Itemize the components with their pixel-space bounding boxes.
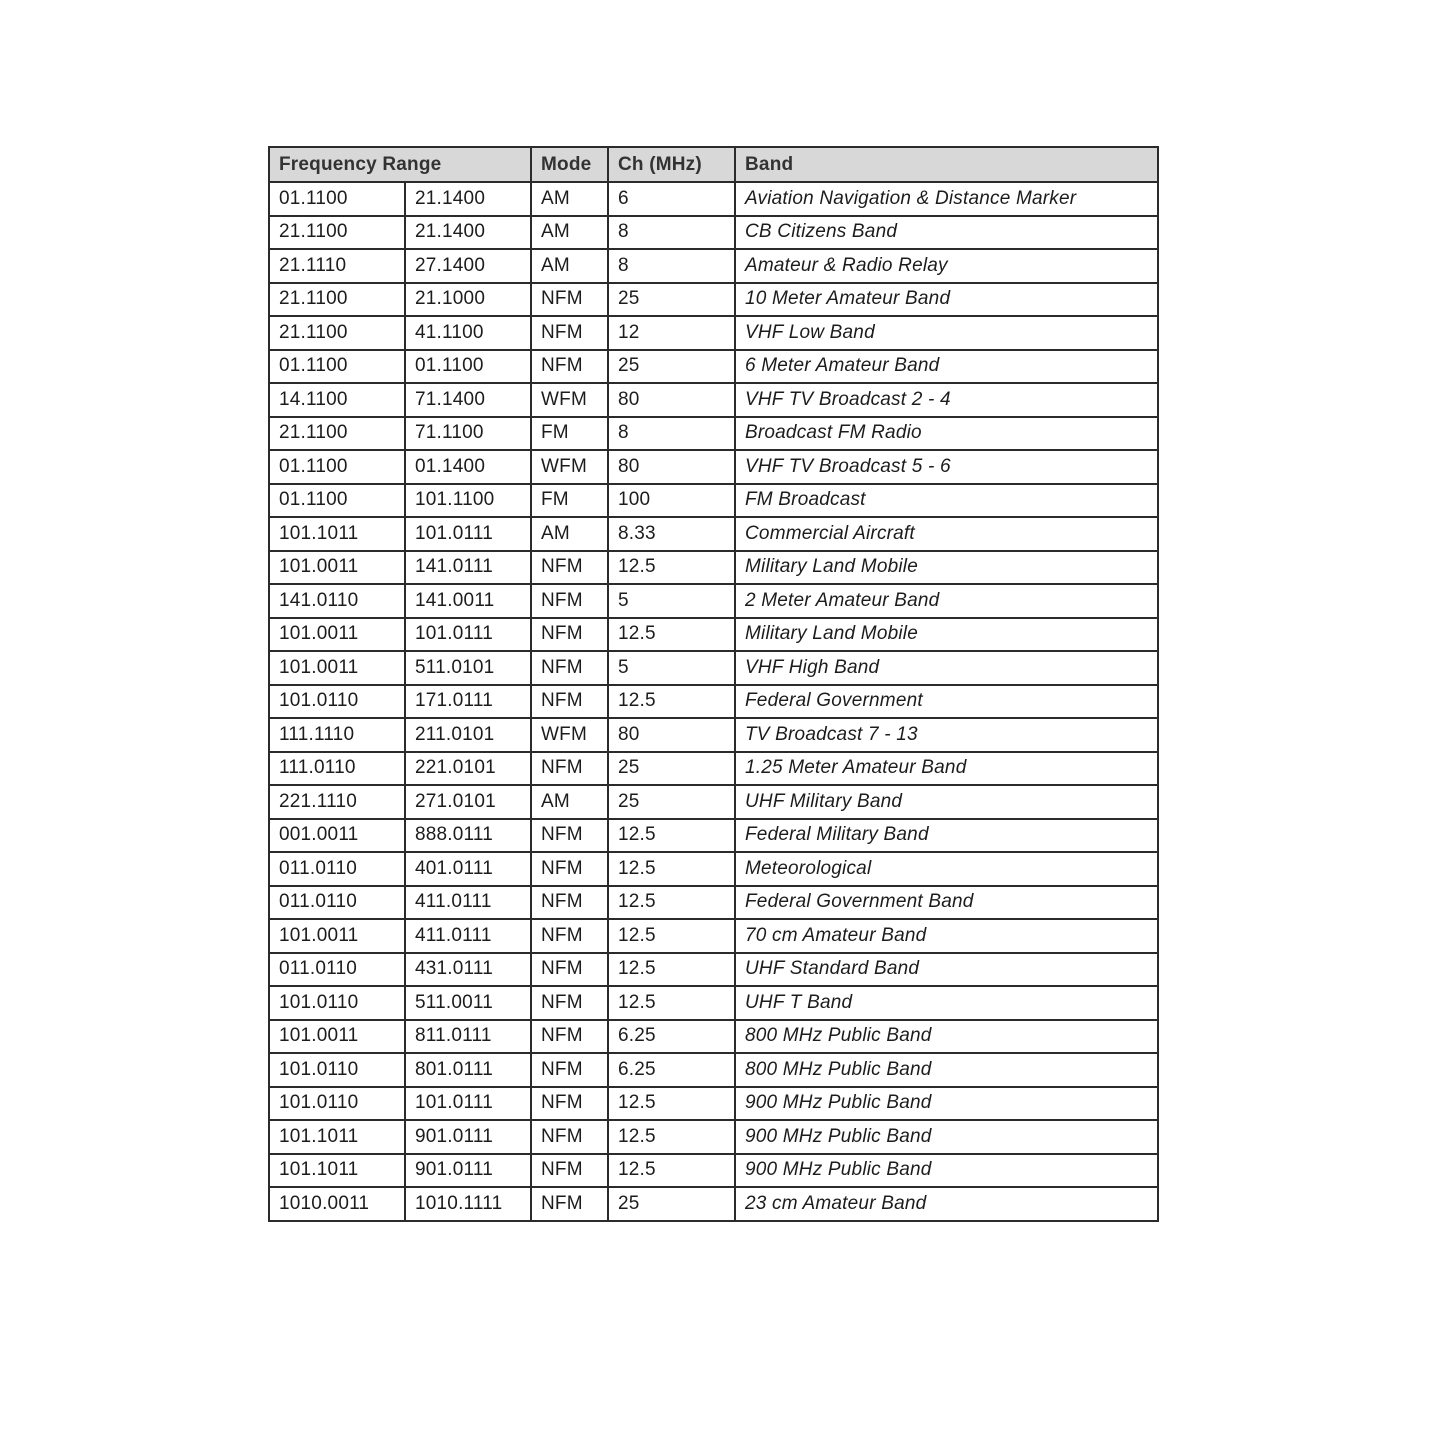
table-row bbox=[269, 685, 1158, 719]
cell-mode: NFM bbox=[531, 1020, 608, 1054]
cell-mode: WFM bbox=[531, 450, 608, 484]
cell-start-frequency: 101.1011 bbox=[269, 517, 405, 551]
cell-start-frequency: 21.1100 bbox=[269, 316, 405, 350]
cell-channel-step: 25 bbox=[608, 1187, 735, 1221]
table-row bbox=[269, 1020, 1158, 1054]
table-row bbox=[269, 1087, 1158, 1121]
cell-band: 1.25 Meter Amateur Band bbox=[735, 752, 1158, 786]
cell-start-frequency: 011.0110 bbox=[269, 852, 405, 886]
cell-mode: WFM bbox=[531, 718, 608, 752]
cell-start-frequency: 21.1100 bbox=[269, 283, 405, 317]
cell-band: Commercial Aircraft bbox=[735, 517, 1158, 551]
cell-channel-step: 8 bbox=[608, 417, 735, 451]
cell-end-frequency: 01.1100 bbox=[405, 350, 531, 384]
cell-band: Aviation Navigation & Distance Marker bbox=[735, 182, 1158, 216]
table-body bbox=[269, 182, 1158, 1221]
table-row bbox=[269, 953, 1158, 987]
cell-mode: NFM bbox=[531, 618, 608, 652]
cell-end-frequency: 141.0111 bbox=[405, 551, 531, 585]
cell-channel-step: 100 bbox=[608, 484, 735, 518]
cell-band: Military Land Mobile bbox=[735, 618, 1158, 652]
table-row bbox=[269, 852, 1158, 886]
cell-channel-step: 6.25 bbox=[608, 1020, 735, 1054]
cell-band: VHF High Band bbox=[735, 651, 1158, 685]
table-row bbox=[269, 316, 1158, 350]
table-row bbox=[269, 886, 1158, 920]
cell-end-frequency: 511.0011 bbox=[405, 986, 531, 1020]
cell-start-frequency: 101.0011 bbox=[269, 651, 405, 685]
header-frequency-range: Frequency Range bbox=[269, 147, 531, 182]
cell-end-frequency: 1010.1111 bbox=[405, 1187, 531, 1221]
cell-mode: AM bbox=[531, 182, 608, 216]
cell-end-frequency: 811.0111 bbox=[405, 1020, 531, 1054]
cell-channel-step: 8.33 bbox=[608, 517, 735, 551]
table-row bbox=[269, 350, 1158, 384]
cell-start-frequency: 221.1110 bbox=[269, 785, 405, 819]
cell-channel-step: 6.25 bbox=[608, 1053, 735, 1087]
table-row bbox=[269, 249, 1158, 283]
cell-start-frequency: 101.0011 bbox=[269, 1020, 405, 1054]
cell-mode: NFM bbox=[531, 316, 608, 350]
cell-band: Meteorological bbox=[735, 852, 1158, 886]
cell-end-frequency: 401.0111 bbox=[405, 852, 531, 886]
cell-end-frequency: 411.0111 bbox=[405, 886, 531, 920]
cell-end-frequency: 101.0111 bbox=[405, 1087, 531, 1121]
cell-end-frequency: 101.1100 bbox=[405, 484, 531, 518]
cell-end-frequency: 901.0111 bbox=[405, 1120, 531, 1154]
cell-channel-step: 8 bbox=[608, 216, 735, 250]
cell-end-frequency: 41.1100 bbox=[405, 316, 531, 350]
cell-band: 800 MHz Public Band bbox=[735, 1053, 1158, 1087]
header-mode: Mode bbox=[531, 147, 608, 182]
cell-start-frequency: 101.1011 bbox=[269, 1154, 405, 1188]
cell-end-frequency: 411.0111 bbox=[405, 919, 531, 953]
cell-start-frequency: 141.0110 bbox=[269, 584, 405, 618]
cell-band: 10 Meter Amateur Band bbox=[735, 283, 1158, 317]
cell-start-frequency: 21.1110 bbox=[269, 249, 405, 283]
cell-channel-step: 12.5 bbox=[608, 986, 735, 1020]
cell-end-frequency: 71.1400 bbox=[405, 383, 531, 417]
cell-band: 900 MHz Public Band bbox=[735, 1087, 1158, 1121]
cell-band: UHF T Band bbox=[735, 986, 1158, 1020]
table-row bbox=[269, 216, 1158, 250]
cell-band: Federal Government Band bbox=[735, 886, 1158, 920]
table-row bbox=[269, 752, 1158, 786]
table-row bbox=[269, 1120, 1158, 1154]
cell-channel-step: 12.5 bbox=[608, 953, 735, 987]
table-row bbox=[269, 417, 1158, 451]
cell-band: 800 MHz Public Band bbox=[735, 1020, 1158, 1054]
cell-start-frequency: 101.0110 bbox=[269, 986, 405, 1020]
cell-channel-step: 25 bbox=[608, 350, 735, 384]
cell-mode: NFM bbox=[531, 1187, 608, 1221]
cell-start-frequency: 01.1100 bbox=[269, 350, 405, 384]
cell-band: FM Broadcast bbox=[735, 484, 1158, 518]
cell-channel-step: 80 bbox=[608, 383, 735, 417]
cell-channel-step: 25 bbox=[608, 283, 735, 317]
cell-channel-step: 12.5 bbox=[608, 852, 735, 886]
cell-channel-step: 5 bbox=[608, 651, 735, 685]
cell-band: Federal Government bbox=[735, 685, 1158, 719]
cell-band: 900 MHz Public Band bbox=[735, 1120, 1158, 1154]
cell-mode: NFM bbox=[531, 819, 608, 853]
cell-channel-step: 12 bbox=[608, 316, 735, 350]
cell-start-frequency: 21.1100 bbox=[269, 216, 405, 250]
cell-channel-step: 25 bbox=[608, 752, 735, 786]
table-row bbox=[269, 919, 1158, 953]
table-row bbox=[269, 517, 1158, 551]
cell-channel-step: 12.5 bbox=[608, 1154, 735, 1188]
frequency-table bbox=[268, 146, 1159, 1222]
table-row bbox=[269, 785, 1158, 819]
cell-end-frequency: 221.0101 bbox=[405, 752, 531, 786]
cell-channel-step: 8 bbox=[608, 249, 735, 283]
cell-start-frequency: 01.1100 bbox=[269, 484, 405, 518]
cell-channel-step: 12.5 bbox=[608, 1120, 735, 1154]
cell-mode: NFM bbox=[531, 584, 608, 618]
table-row bbox=[269, 450, 1158, 484]
table-row bbox=[269, 283, 1158, 317]
cell-band: VHF TV Broadcast 2 - 4 bbox=[735, 383, 1158, 417]
table-row bbox=[269, 1053, 1158, 1087]
table-row bbox=[269, 484, 1158, 518]
cell-start-frequency: 21.1100 bbox=[269, 417, 405, 451]
cell-end-frequency: 101.0111 bbox=[405, 517, 531, 551]
table-row bbox=[269, 1187, 1158, 1221]
cell-start-frequency: 111.0110 bbox=[269, 752, 405, 786]
table-row bbox=[269, 718, 1158, 752]
cell-band: UHF Military Band bbox=[735, 785, 1158, 819]
cell-band: TV Broadcast 7 - 13 bbox=[735, 718, 1158, 752]
table-row bbox=[269, 651, 1158, 685]
cell-band: Broadcast FM Radio bbox=[735, 417, 1158, 451]
cell-mode: FM bbox=[531, 484, 608, 518]
cell-band: CB Citizens Band bbox=[735, 216, 1158, 250]
cell-end-frequency: 171.0111 bbox=[405, 685, 531, 719]
cell-mode: AM bbox=[531, 517, 608, 551]
cell-start-frequency: 1010.0011 bbox=[269, 1187, 405, 1221]
cell-start-frequency: 101.0110 bbox=[269, 685, 405, 719]
table-row bbox=[269, 986, 1158, 1020]
cell-channel-step: 12.5 bbox=[608, 1087, 735, 1121]
cell-channel-step: 12.5 bbox=[608, 819, 735, 853]
table-row bbox=[269, 618, 1158, 652]
cell-channel-step: 25 bbox=[608, 785, 735, 819]
cell-start-frequency: 01.1100 bbox=[269, 182, 405, 216]
table-row bbox=[269, 819, 1158, 853]
cell-end-frequency: 21.1000 bbox=[405, 283, 531, 317]
cell-band: Military Land Mobile bbox=[735, 551, 1158, 585]
cell-start-frequency: 01.1100 bbox=[269, 450, 405, 484]
table-row bbox=[269, 551, 1158, 585]
cell-end-frequency: 211.0101 bbox=[405, 718, 531, 752]
cell-end-frequency: 21.1400 bbox=[405, 182, 531, 216]
header-channel-step: Ch (MHz) bbox=[608, 147, 735, 182]
table-row bbox=[269, 1154, 1158, 1188]
cell-end-frequency: 801.0111 bbox=[405, 1053, 531, 1087]
cell-mode: FM bbox=[531, 417, 608, 451]
cell-start-frequency: 011.0110 bbox=[269, 953, 405, 987]
cell-start-frequency: 101.0011 bbox=[269, 919, 405, 953]
cell-mode: NFM bbox=[531, 919, 608, 953]
cell-mode: AM bbox=[531, 785, 608, 819]
cell-channel-step: 5 bbox=[608, 584, 735, 618]
cell-band: VHF Low Band bbox=[735, 316, 1158, 350]
cell-mode: AM bbox=[531, 249, 608, 283]
cell-mode: WFM bbox=[531, 383, 608, 417]
cell-band: 6 Meter Amateur Band bbox=[735, 350, 1158, 384]
cell-band: 900 MHz Public Band bbox=[735, 1154, 1158, 1188]
cell-band: Amateur & Radio Relay bbox=[735, 249, 1158, 283]
table-row bbox=[269, 182, 1158, 216]
cell-band: Federal Military Band bbox=[735, 819, 1158, 853]
cell-start-frequency: 101.0011 bbox=[269, 618, 405, 652]
cell-channel-step: 80 bbox=[608, 718, 735, 752]
cell-mode: NFM bbox=[531, 283, 608, 317]
cell-start-frequency: 14.1100 bbox=[269, 383, 405, 417]
cell-start-frequency: 101.0011 bbox=[269, 551, 405, 585]
cell-channel-step: 6 bbox=[608, 182, 735, 216]
cell-start-frequency: 011.0110 bbox=[269, 886, 405, 920]
cell-mode: NFM bbox=[531, 953, 608, 987]
cell-channel-step: 80 bbox=[608, 450, 735, 484]
table-row bbox=[269, 584, 1158, 618]
cell-mode: NFM bbox=[531, 886, 608, 920]
cell-end-frequency: 271.0101 bbox=[405, 785, 531, 819]
cell-band: UHF Standard Band bbox=[735, 953, 1158, 987]
cell-band: 2 Meter Amateur Band bbox=[735, 584, 1158, 618]
cell-mode: NFM bbox=[531, 986, 608, 1020]
cell-band: 70 cm Amateur Band bbox=[735, 919, 1158, 953]
cell-mode: NFM bbox=[531, 1120, 608, 1154]
cell-mode: AM bbox=[531, 216, 608, 250]
cell-end-frequency: 01.1400 bbox=[405, 450, 531, 484]
cell-end-frequency: 21.1400 bbox=[405, 216, 531, 250]
cell-mode: NFM bbox=[531, 752, 608, 786]
cell-start-frequency: 101.0110 bbox=[269, 1053, 405, 1087]
table-header bbox=[269, 147, 1158, 182]
cell-end-frequency: 901.0111 bbox=[405, 1154, 531, 1188]
cell-channel-step: 12.5 bbox=[608, 919, 735, 953]
cell-mode: NFM bbox=[531, 651, 608, 685]
cell-end-frequency: 511.0101 bbox=[405, 651, 531, 685]
cell-mode: NFM bbox=[531, 1053, 608, 1087]
cell-end-frequency: 27.1400 bbox=[405, 249, 531, 283]
cell-band: VHF TV Broadcast 5 - 6 bbox=[735, 450, 1158, 484]
cell-end-frequency: 888.0111 bbox=[405, 819, 531, 853]
cell-end-frequency: 101.0111 bbox=[405, 618, 531, 652]
cell-mode: NFM bbox=[531, 1087, 608, 1121]
header-band: Band bbox=[735, 147, 1158, 182]
table-row bbox=[269, 383, 1158, 417]
cell-end-frequency: 431.0111 bbox=[405, 953, 531, 987]
cell-start-frequency: 101.1011 bbox=[269, 1120, 405, 1154]
cell-end-frequency: 141.0011 bbox=[405, 584, 531, 618]
cell-channel-step: 12.5 bbox=[608, 685, 735, 719]
header-row bbox=[269, 147, 1158, 182]
cell-mode: NFM bbox=[531, 852, 608, 886]
cell-end-frequency: 71.1100 bbox=[405, 417, 531, 451]
cell-channel-step: 12.5 bbox=[608, 551, 735, 585]
cell-mode: NFM bbox=[531, 551, 608, 585]
cell-start-frequency: 101.0110 bbox=[269, 1087, 405, 1121]
cell-start-frequency: 111.1110 bbox=[269, 718, 405, 752]
cell-band: 23 cm Amateur Band bbox=[735, 1187, 1158, 1221]
cell-channel-step: 12.5 bbox=[608, 618, 735, 652]
cell-mode: NFM bbox=[531, 685, 608, 719]
cell-channel-step: 12.5 bbox=[608, 886, 735, 920]
cell-start-frequency: 001.0011 bbox=[269, 819, 405, 853]
cell-mode: NFM bbox=[531, 1154, 608, 1188]
cell-mode: NFM bbox=[531, 350, 608, 384]
